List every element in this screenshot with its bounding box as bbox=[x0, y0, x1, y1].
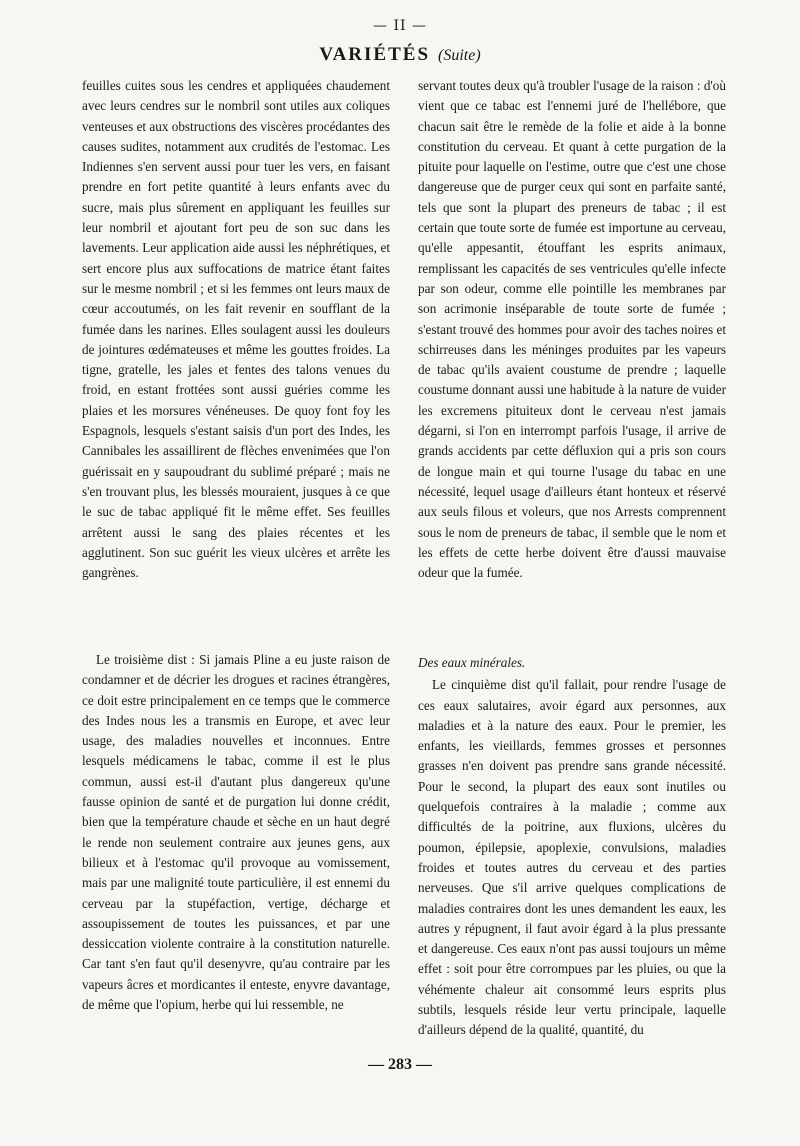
paragraph: Le troisième dist : Si jamais Pline a eu juste raison de condamner et de décrier les drogues et racines étrangères, ce doit estre principalement en ce temps que le commerce des Indes nous les a transmis en Europe, et avec leur usage, des maladies nouvelles et inconnues. Entre lesquels médicamens le tabac, comme il est le plus commun, aussi est-il d'autant plus dangereux qu'une fausse opinion de santé et de purgation lui donne crédit, bien que la température chaude et sèche en un haut degré le rende non seulement contraire aux jeunes gens, aux bilieux et à l'estomac qu'il provoque au vomissement, mais par une malignité toute particulière, il est ennemi du cerveau par la stupéfaction, vertige, décharge et assoupissement de toutes les puissances, et par une dessiccation violente contraire à la constitution naturelle. Car tant s'en faut qu'il desenyvre, qu'au contraire par les vapeurs âcres et mordicantes il enteste, enyvre davantage, de même que l'opium, herbe qui lui ressemble, ne bbox=[82, 652, 390, 1013]
right-column-bottom bbox=[418, 653, 726, 1041]
page-roman-numeral: — II — bbox=[373, 18, 427, 34]
left-column-top bbox=[82, 76, 390, 583]
page-number: — 283 — bbox=[368, 1056, 432, 1073]
paragraph: servant toutes deux qu'à troubler l'usage de la raison : d'où vient que ce tabac est l'ennemi juré de l'hellébore, que chacun sait être le remède de la folie et aide à la bonne constitution du cerveau. Et quant à cette purgation de la pituite pour laquelle on l'estime, outre que c'est une chose dangereuse que de purger ceux qui sont en parfaite santé, tels que sont la plupart des preneurs de tabac ; il est certain que toute sorte de fumée est importune au cerveau, qu'elle appesantit, étouffant les esprits animaux, remplissant les capacités de ses ventricules qu'elle infecte par son odeur, comme elle pointille les membranes par son acrimonie inséparable de toute sorte de fumée ; s'estant trouvé des hommes pour avoir des taches noires et schirreuses dans les méninges produites par les vapeurs de tabac qu'ils avaient coustume de prendre ; laquelle coustume donnant aussi une habitude à la nature de vuider les excremens pituiteux dont le cerveau n'est jamais dégarni, si l'on en interrompt parfois l'usage, il arrive de grands accidents par cette défluxion qui a pris son cours de longue main et qui tourne l'usage du tabac en une nécessité, lequel usage d'ailleurs étant honteux et réservé aux seuls filous et voleurs, que nos Arrests comprennent sous le nom de preneurs de tabac, il semble que le nom et les effets de cette herbe doivent être d'aussi mauvaise odeur que la fumée. bbox=[418, 78, 726, 581]
right-column-top bbox=[418, 76, 726, 583]
paragraph: feuilles cuites sous les cendres et appliquées chaudement avec leurs cendres sur le nombril sont utiles aux coliques venteuses et aux obstructions des viscères procédantes des causes sudites, notamment aux crudités de l'estomac. Les Indiennes s'en servent aussi pour tuer les vers, en faisant prendre en fort petite quantité à leurs enfants avec du sucre, mais plus sûrement en appliquant les feuilles sur leur nombril et ajoutant fort peu de son suc dans les lavements. Leur application aide aussi les néphrétiques, et sert encore plus aux suffocations de matrice étant faites sur le mesme nombril ; et si les femmes ont leurs maux de cœur accoutumés, on les fait revenir en soufflant de la fumée dans les narines. Elles soulagent aussi les douleurs de jointures œdémateuses et même les gouttes froides. La tigne, gratelle, les jales et fentes des talons venues du froid, en estant frottées sont aussi guéries comme les plaies et les morsures vénéneuses. De quoy font foy les Espagnols, lesquels s'estant saisis d'un port des Indes, les Cannibales les assaillirent de flèches envenimées que l'on guérissait en y saupoudrant du sublimé préparé ; mais ne s'en trouvant plus, les blessés mouraient, jusques à ce que le suc de tabac appliqué fit le même effet. Ses feuilles arrêtent aussi le sang des plaies récentes et les agglutinent. Son suc guérit les vieux ulcères et arrête les gangrènes. bbox=[82, 78, 390, 581]
subsection-heading: Des eaux minérales. bbox=[418, 655, 526, 670]
section-title-text: VARIÉTÉS bbox=[319, 44, 431, 65]
section-title bbox=[0, 44, 800, 66]
section-title-suffix: (Suite) bbox=[438, 47, 481, 64]
left-column-bottom bbox=[82, 650, 390, 1015]
paragraph: Le cinquième dist qu'il fallait, pour rendre l'usage de ces eaux salutaires, avoir égard aux personnes, aux maladies et à la nature des eaux. Pour le premier, les enfants, les vieillards, femmes grosses et personnes grasses n'en doivent pas prendre sans grande nécessité. Pour le second, la plupart des eaux sont inutiles ou quelquefois contraires à la maladie ; comme aux difficultés de la poitrine, aux fluxions, ulcères du poumon, épilepsie, apoplexie, convulsions, maladies froides et toutes autres du cerveau et des parties nerveuses. Que s'il arrive quelques complications de maladies contraires dont les unes demandent les eaux, les autres y répugnent, il faut avoir égard à la plus pressante et dangereuse. Ces eaux n'ont pas aussi toujours un même effet : soit pour être corrompues par les pluies, ou que la véhémente chaleur ait consommé leurs esprits plus subtils, lesquels réside leur vertu principale, laquelle d'ailleurs dépend de la qualité, quantité, du bbox=[418, 677, 726, 1038]
